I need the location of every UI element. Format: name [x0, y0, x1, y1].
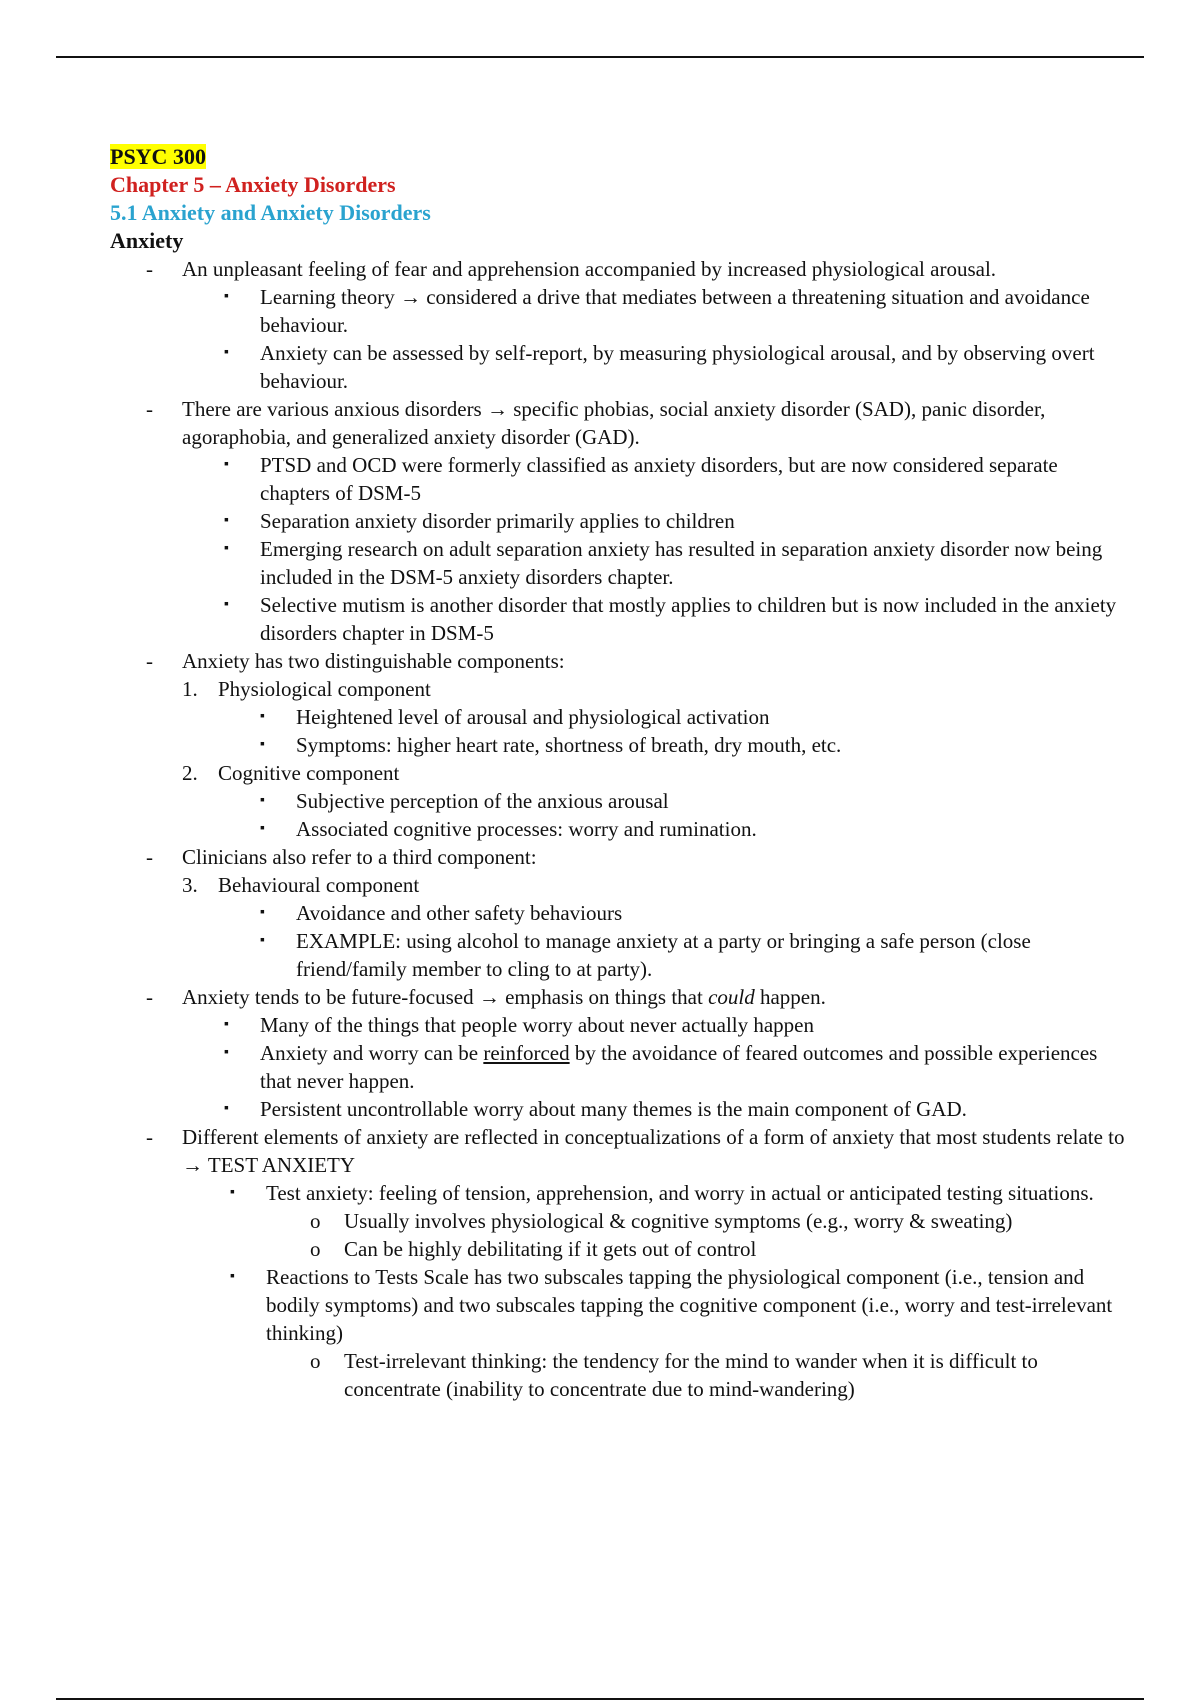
topic-heading: Anxiety	[110, 228, 184, 253]
list-item: - Different elements of anxiety are reflected in conceptualizations of a form of anxiety that most students relate to → TEST ANXIETY	[146, 1125, 1125, 1177]
dash-marker: -	[146, 845, 153, 869]
list-item: o Test-irrelevant thinking: the tendency for the mind to wander when it is difficult to concentrate (inability to concentrate due to mind-wandering)	[310, 1349, 1038, 1401]
chapter-title: Chapter 5 – Anxiety Disorders	[110, 172, 396, 197]
course-code: PSYC 300	[110, 144, 206, 169]
square-bullet-icon: ▪	[230, 1185, 235, 1200]
list-item: ▪ Many of the things that people worry about never actually happen	[224, 1013, 814, 1037]
square-bullet-icon: ▪	[260, 737, 265, 752]
list-item: ▪ Persistent uncontrollable worry about many themes is the main component of GAD.	[224, 1097, 967, 1121]
list-item: ▪ Reactions to Tests Scale has two subscales tapping the physiological component (i.e., tension and bodily symptoms) and two subscales tapping the cognitive component (i.e., worry and test-irrelevant thinking)	[230, 1265, 1113, 1345]
dash-marker: -	[146, 257, 153, 281]
list-item: ▪ Subjective perception of the anxious arousal	[260, 789, 669, 813]
square-bullet-icon: ▪	[260, 933, 265, 948]
list-item: ▪ Avoidance and other safety behaviours	[260, 901, 623, 925]
section-title: 5.1 Anxiety and Anxiety Disorders	[110, 200, 431, 225]
list-item: ▪ Symptoms: higher heart rate, shortness of breath, dry mouth, etc.	[260, 733, 842, 757]
list-item: ▪ Separation anxiety disorder primarily applies to children	[224, 509, 735, 533]
square-bullet-icon: ▪	[224, 345, 229, 360]
list-item: - There are various anxious disorders → specific phobias, social anxiety disorder (SAD), panic disorder, agoraphobia, and generalized anxiety disorder (GAD).	[146, 397, 1046, 449]
list-item: o Can be highly debilitating if it gets out of control	[310, 1237, 757, 1261]
square-bullet-icon: ▪	[224, 541, 229, 556]
square-bullet-icon: ▪	[260, 793, 265, 808]
square-bullet-icon: ▪	[224, 457, 229, 472]
list-item: ▪ Selective mutism is another disorder that mostly applies to children but is now included in the anxiety disorders chapter in DSM-5	[224, 593, 1117, 645]
circle-bullet-icon: o	[310, 1209, 321, 1233]
square-bullet-icon: ▪	[260, 821, 265, 836]
list-item: ▪ Anxiety can be assessed by self-report, by measuring physiological arousal, and by observing overt behaviour.	[224, 341, 1095, 393]
list-item: - Anxiety has two distinguishable components:	[146, 649, 565, 673]
list-item: o Usually involves physiological & cognitive symptoms (e.g., worry & sweating)	[310, 1209, 1013, 1233]
numbered-item: 1. Physiological component	[182, 677, 431, 701]
number-marker: 2.	[182, 761, 198, 785]
list-item: ▪ Test anxiety: feeling of tension, apprehension, and worry in actual or anticipated testing situations.	[230, 1181, 1094, 1205]
dash-marker: -	[146, 1125, 153, 1149]
square-bullet-icon: ▪	[260, 709, 265, 724]
square-bullet-icon: ▪	[224, 1101, 229, 1116]
document-body	[110, 143, 1130, 1403]
dash-marker: -	[146, 649, 153, 673]
dash-marker: -	[146, 985, 153, 1009]
circle-bullet-icon: o	[310, 1349, 321, 1373]
list-item: - Clinicians also refer to a third component:	[146, 845, 537, 869]
square-bullet-icon: ▪	[260, 905, 265, 920]
list-item: ▪ Emerging research on adult separation anxiety has resulted in separation anxiety disorder now being included in the DSM-5 anxiety disorders chapter.	[224, 537, 1103, 589]
list-item: ▪ PTSD and OCD were formerly classified as anxiety disorders, but are now considered separate chapters of DSM-5	[224, 453, 1058, 505]
numbered-item: 3. Behavioural component	[182, 873, 420, 897]
list-item: ▪ Learning theory → considered a drive that mediates between a threatening situation and avoidance behaviour.	[224, 285, 1090, 337]
list-item: ▪ Anxiety and worry can be reinforced by the avoidance of feared outcomes and possible experiences that never happen.	[224, 1041, 1098, 1093]
circle-bullet-icon: o	[310, 1237, 321, 1261]
square-bullet-icon: ▪	[224, 1017, 229, 1032]
dash-marker: -	[146, 397, 153, 421]
list-item: ▪ EXAMPLE: using alcohol to manage anxiety at a party or bringing a safe person (close friend/family member to cling to at party).	[260, 929, 1031, 981]
square-bullet-icon: ▪	[224, 597, 229, 612]
square-bullet-icon: ▪	[224, 289, 229, 304]
list-item: ▪ Heightened level of arousal and physiological activation	[260, 705, 770, 729]
square-bullet-icon: ▪	[230, 1269, 235, 1284]
list-item: ▪ Associated cognitive processes: worry and rumination.	[260, 817, 757, 841]
list-item: - An unpleasant feeling of fear and apprehension accompanied by increased physiological arousal.	[146, 257, 997, 281]
top-rule	[56, 56, 1144, 58]
number-marker: 3.	[182, 873, 198, 897]
square-bullet-icon: ▪	[224, 513, 229, 528]
number-marker: 1.	[182, 677, 198, 701]
list-item: - Anxiety tends to be future-focused → emphasis on things that could happen.	[146, 985, 826, 1009]
square-bullet-icon: ▪	[224, 1045, 229, 1060]
numbered-item: 2. Cognitive component	[182, 761, 400, 785]
